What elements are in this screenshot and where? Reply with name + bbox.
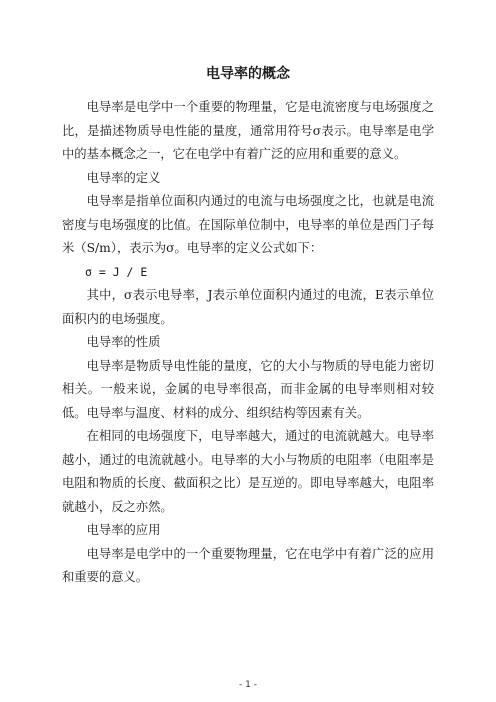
properties-paragraph-1: 电导率是物质导电性能的量度，它的大小与物质的导电能力密切相关。一般来说，金属的电导率很高，而非金属的电导率则相对较低。电导率与温度、材料的成分、组织结构等因素有关。	[62, 358, 434, 420]
properties-paragraph-2: 在相同的电场强度下，电导率越大，通过的电流就越大。电导率越小，通过的电流就越小。电导率的大小与物质的电阻率（电阻率是电阻和物质的长度、截面积之比）是互逆的。即电导率越大，电阻率就越小，反之亦然。	[62, 429, 434, 514]
formula-explanation-paragraph: 其中，σ表示电导率，J表示单位面积内通过的电流，E表示单位面积内的电场强度。	[62, 288, 434, 326]
document-body	[62, 96, 434, 590]
intro-paragraph: 电导率是电学中一个重要的物理量，它是电流密度与电场强度之比，是描述物质导电性能的量度，通常用符号σ表示。电导率是电学中的基本概念之一，它在电学中有着广泛的应用和重要的意义。	[62, 100, 434, 161]
applications-paragraph: 电导率是电学中的一个重要物理量，它在电学中有着广泛的应用和重要的意义。	[62, 546, 434, 584]
definition-paragraph: 电导率是指单位面积内通过的电流与电场强度之比，也就是电流密度与电场强度的比值。在国际单位制中，电导率的单位是西门子每米（S/m），表示为σ。电导率的定义公式如下：	[62, 194, 434, 255]
section-heading-properties: 电导率的性质	[86, 335, 161, 349]
section-heading-definition: 电导率的定义	[86, 170, 161, 185]
page-number: - 1 -	[239, 680, 257, 690]
formula-line: σ = J / E	[85, 264, 148, 279]
section-heading-applications: 电导率的应用	[86, 523, 161, 537]
document-title: 电导率的概念	[206, 66, 290, 82]
